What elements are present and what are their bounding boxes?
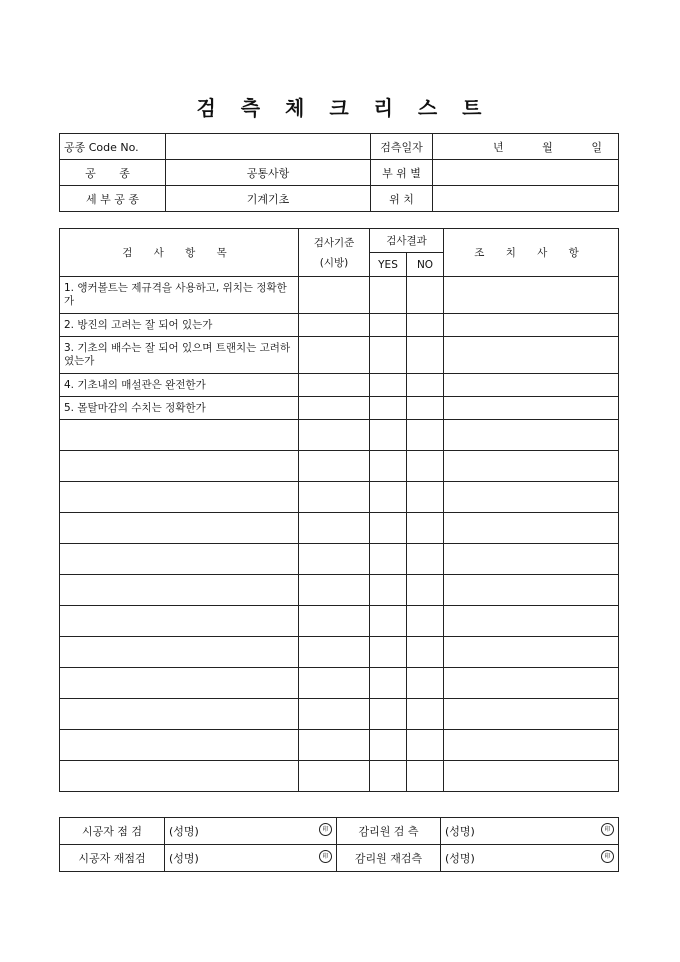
table-row bbox=[60, 374, 619, 397]
standard-cell[interactable] bbox=[299, 337, 370, 374]
item-cell bbox=[60, 637, 299, 668]
table-row bbox=[60, 397, 619, 420]
col-action-header: 조 치 사 항 bbox=[444, 229, 619, 277]
action-cell[interactable] bbox=[444, 637, 619, 668]
standard-cell[interactable] bbox=[299, 374, 370, 397]
part-value[interactable] bbox=[433, 160, 619, 186]
yes-cell[interactable] bbox=[370, 606, 407, 637]
standard-cell[interactable] bbox=[299, 575, 370, 606]
location-value[interactable] bbox=[433, 186, 619, 212]
item-cell bbox=[60, 451, 299, 482]
action-cell[interactable] bbox=[444, 699, 619, 730]
seal-icon: 印 bbox=[601, 850, 614, 863]
yes-cell[interactable] bbox=[370, 337, 407, 374]
col-no-header: NO bbox=[407, 253, 444, 277]
action-cell[interactable] bbox=[444, 451, 619, 482]
item-cell bbox=[60, 606, 299, 637]
type-label: 공 종 bbox=[60, 160, 166, 186]
yes-cell[interactable] bbox=[370, 575, 407, 606]
supervisor-reinspect-sign[interactable] bbox=[441, 845, 619, 872]
standard-cell[interactable] bbox=[299, 637, 370, 668]
year-label: 년 bbox=[493, 140, 504, 154]
col-yes-header: YES bbox=[370, 253, 407, 277]
action-cell[interactable] bbox=[444, 277, 619, 314]
no-cell[interactable] bbox=[407, 374, 444, 397]
action-cell[interactable] bbox=[444, 575, 619, 606]
code-value[interactable] bbox=[166, 134, 371, 160]
contractor-reinspect-label: 시공자 재점검 bbox=[60, 845, 165, 872]
item-cell: 2. 방진의 고려는 잘 되어 있는가 bbox=[60, 314, 299, 337]
name-placeholder: (성명) bbox=[169, 825, 199, 838]
action-cell[interactable] bbox=[444, 482, 619, 513]
yes-cell[interactable] bbox=[370, 374, 407, 397]
no-cell[interactable] bbox=[407, 637, 444, 668]
no-cell[interactable] bbox=[407, 337, 444, 374]
date-label: 검측일자 bbox=[371, 134, 433, 160]
standard-cell[interactable] bbox=[299, 544, 370, 575]
type-value[interactable]: 공통사항 bbox=[166, 160, 371, 186]
signature-table bbox=[59, 817, 619, 872]
table-row bbox=[60, 575, 619, 606]
checklist-table bbox=[59, 228, 619, 792]
table-row bbox=[60, 668, 619, 699]
seal-icon: 印 bbox=[601, 823, 614, 836]
standard-cell[interactable] bbox=[299, 606, 370, 637]
supervisor-inspect-sign[interactable] bbox=[441, 818, 619, 845]
supervisor-reinspect-label: 감리원 재검측 bbox=[337, 845, 441, 872]
no-cell[interactable] bbox=[407, 420, 444, 451]
standard-cell[interactable] bbox=[299, 668, 370, 699]
no-cell[interactable] bbox=[407, 730, 444, 761]
col-standard-label: 검사기준 bbox=[313, 236, 355, 249]
col-result-header: 검사결과 bbox=[370, 229, 444, 253]
action-cell[interactable] bbox=[444, 314, 619, 337]
standard-cell[interactable] bbox=[299, 314, 370, 337]
standard-cell[interactable] bbox=[299, 761, 370, 792]
no-cell[interactable] bbox=[407, 575, 444, 606]
no-cell[interactable] bbox=[407, 699, 444, 730]
table-row bbox=[60, 482, 619, 513]
item-cell: 4. 기초내의 매설관은 완전한가 bbox=[60, 374, 299, 397]
contractor-inspect-sign[interactable] bbox=[165, 818, 337, 845]
table-row bbox=[60, 277, 619, 314]
no-cell[interactable] bbox=[407, 513, 444, 544]
action-cell[interactable] bbox=[444, 397, 619, 420]
yes-cell[interactable] bbox=[370, 420, 407, 451]
yes-cell[interactable] bbox=[370, 544, 407, 575]
yes-cell[interactable] bbox=[370, 513, 407, 544]
item-cell: 3. 기초의 배수는 잘 되어 있으며 트랜치는 고려하였는가 bbox=[60, 337, 299, 374]
no-cell[interactable] bbox=[407, 277, 444, 314]
action-cell[interactable] bbox=[444, 374, 619, 397]
contractor-reinspect-sign[interactable] bbox=[165, 845, 337, 872]
yes-cell[interactable] bbox=[370, 730, 407, 761]
item-cell bbox=[60, 575, 299, 606]
table-row bbox=[60, 420, 619, 451]
item-cell: 5. 몰탈마감의 수치는 정확한가 bbox=[60, 397, 299, 420]
no-cell[interactable] bbox=[407, 397, 444, 420]
standard-cell[interactable] bbox=[299, 699, 370, 730]
col-standard-header bbox=[299, 229, 370, 277]
seal-icon: 印 bbox=[319, 850, 332, 863]
table-row bbox=[60, 314, 619, 337]
table-row bbox=[60, 451, 619, 482]
name-placeholder: (성명) bbox=[445, 852, 475, 865]
standard-cell[interactable] bbox=[299, 730, 370, 761]
yes-cell[interactable] bbox=[370, 314, 407, 337]
day-label: 일 bbox=[591, 140, 602, 154]
contractor-inspect-label: 시공자 점 검 bbox=[60, 818, 165, 845]
table-row bbox=[60, 761, 619, 792]
name-placeholder: (성명) bbox=[445, 825, 475, 838]
table-row bbox=[60, 606, 619, 637]
month-label: 월 bbox=[542, 140, 553, 154]
detail-label: 세 부 공 종 bbox=[60, 186, 166, 212]
yes-cell[interactable] bbox=[370, 397, 407, 420]
seal-icon: 印 bbox=[319, 823, 332, 836]
no-cell[interactable] bbox=[407, 761, 444, 792]
action-cell[interactable] bbox=[444, 761, 619, 792]
action-cell[interactable] bbox=[444, 730, 619, 761]
yes-cell[interactable] bbox=[370, 761, 407, 792]
table-row bbox=[60, 699, 619, 730]
table-row bbox=[60, 513, 619, 544]
no-cell[interactable] bbox=[407, 314, 444, 337]
table-row bbox=[60, 337, 619, 374]
no-cell[interactable] bbox=[407, 606, 444, 637]
yes-cell[interactable] bbox=[370, 668, 407, 699]
no-cell[interactable] bbox=[407, 544, 444, 575]
item-cell bbox=[60, 420, 299, 451]
action-cell[interactable] bbox=[444, 337, 619, 374]
action-cell[interactable] bbox=[444, 420, 619, 451]
standard-cell[interactable] bbox=[299, 451, 370, 482]
part-label: 부 위 별 bbox=[371, 160, 433, 186]
yes-cell[interactable] bbox=[370, 451, 407, 482]
page-title: 검 측 체 크 리 스 트 bbox=[196, 96, 484, 120]
action-cell[interactable] bbox=[444, 513, 619, 544]
code-label: 공종 Code No. bbox=[60, 134, 166, 160]
info-table bbox=[59, 133, 619, 212]
table-row bbox=[60, 730, 619, 761]
no-cell[interactable] bbox=[407, 482, 444, 513]
location-label: 위 치 bbox=[371, 186, 433, 212]
item-cell bbox=[60, 761, 299, 792]
date-value[interactable] bbox=[433, 134, 619, 160]
yes-cell[interactable] bbox=[370, 699, 407, 730]
action-cell[interactable] bbox=[444, 606, 619, 637]
action-cell[interactable] bbox=[444, 544, 619, 575]
table-row bbox=[60, 637, 619, 668]
supervisor-inspect-label: 감리원 검 측 bbox=[337, 818, 441, 845]
item-cell bbox=[60, 513, 299, 544]
standard-cell[interactable] bbox=[299, 482, 370, 513]
item-cell bbox=[60, 668, 299, 699]
action-cell[interactable] bbox=[444, 668, 619, 699]
col-item-header: 검 사 항 목 bbox=[60, 229, 299, 277]
standard-cell[interactable] bbox=[299, 513, 370, 544]
no-cell[interactable] bbox=[407, 668, 444, 699]
col-standard-sub: (시방) bbox=[319, 256, 349, 269]
standard-cell[interactable] bbox=[299, 420, 370, 451]
item-cell bbox=[60, 730, 299, 761]
item-cell bbox=[60, 544, 299, 575]
yes-cell[interactable] bbox=[370, 637, 407, 668]
name-placeholder: (성명) bbox=[169, 852, 199, 865]
yes-cell[interactable] bbox=[370, 482, 407, 513]
standard-cell[interactable] bbox=[299, 277, 370, 314]
item-cell bbox=[60, 482, 299, 513]
table-row bbox=[60, 544, 619, 575]
detail-value[interactable]: 기계기초 bbox=[166, 186, 371, 212]
item-cell bbox=[60, 699, 299, 730]
standard-cell[interactable] bbox=[299, 397, 370, 420]
no-cell[interactable] bbox=[407, 451, 444, 482]
yes-cell[interactable] bbox=[370, 277, 407, 314]
item-cell: 1. 앵커볼트는 제규격을 사용하고, 위치는 정확한가 bbox=[60, 277, 299, 314]
